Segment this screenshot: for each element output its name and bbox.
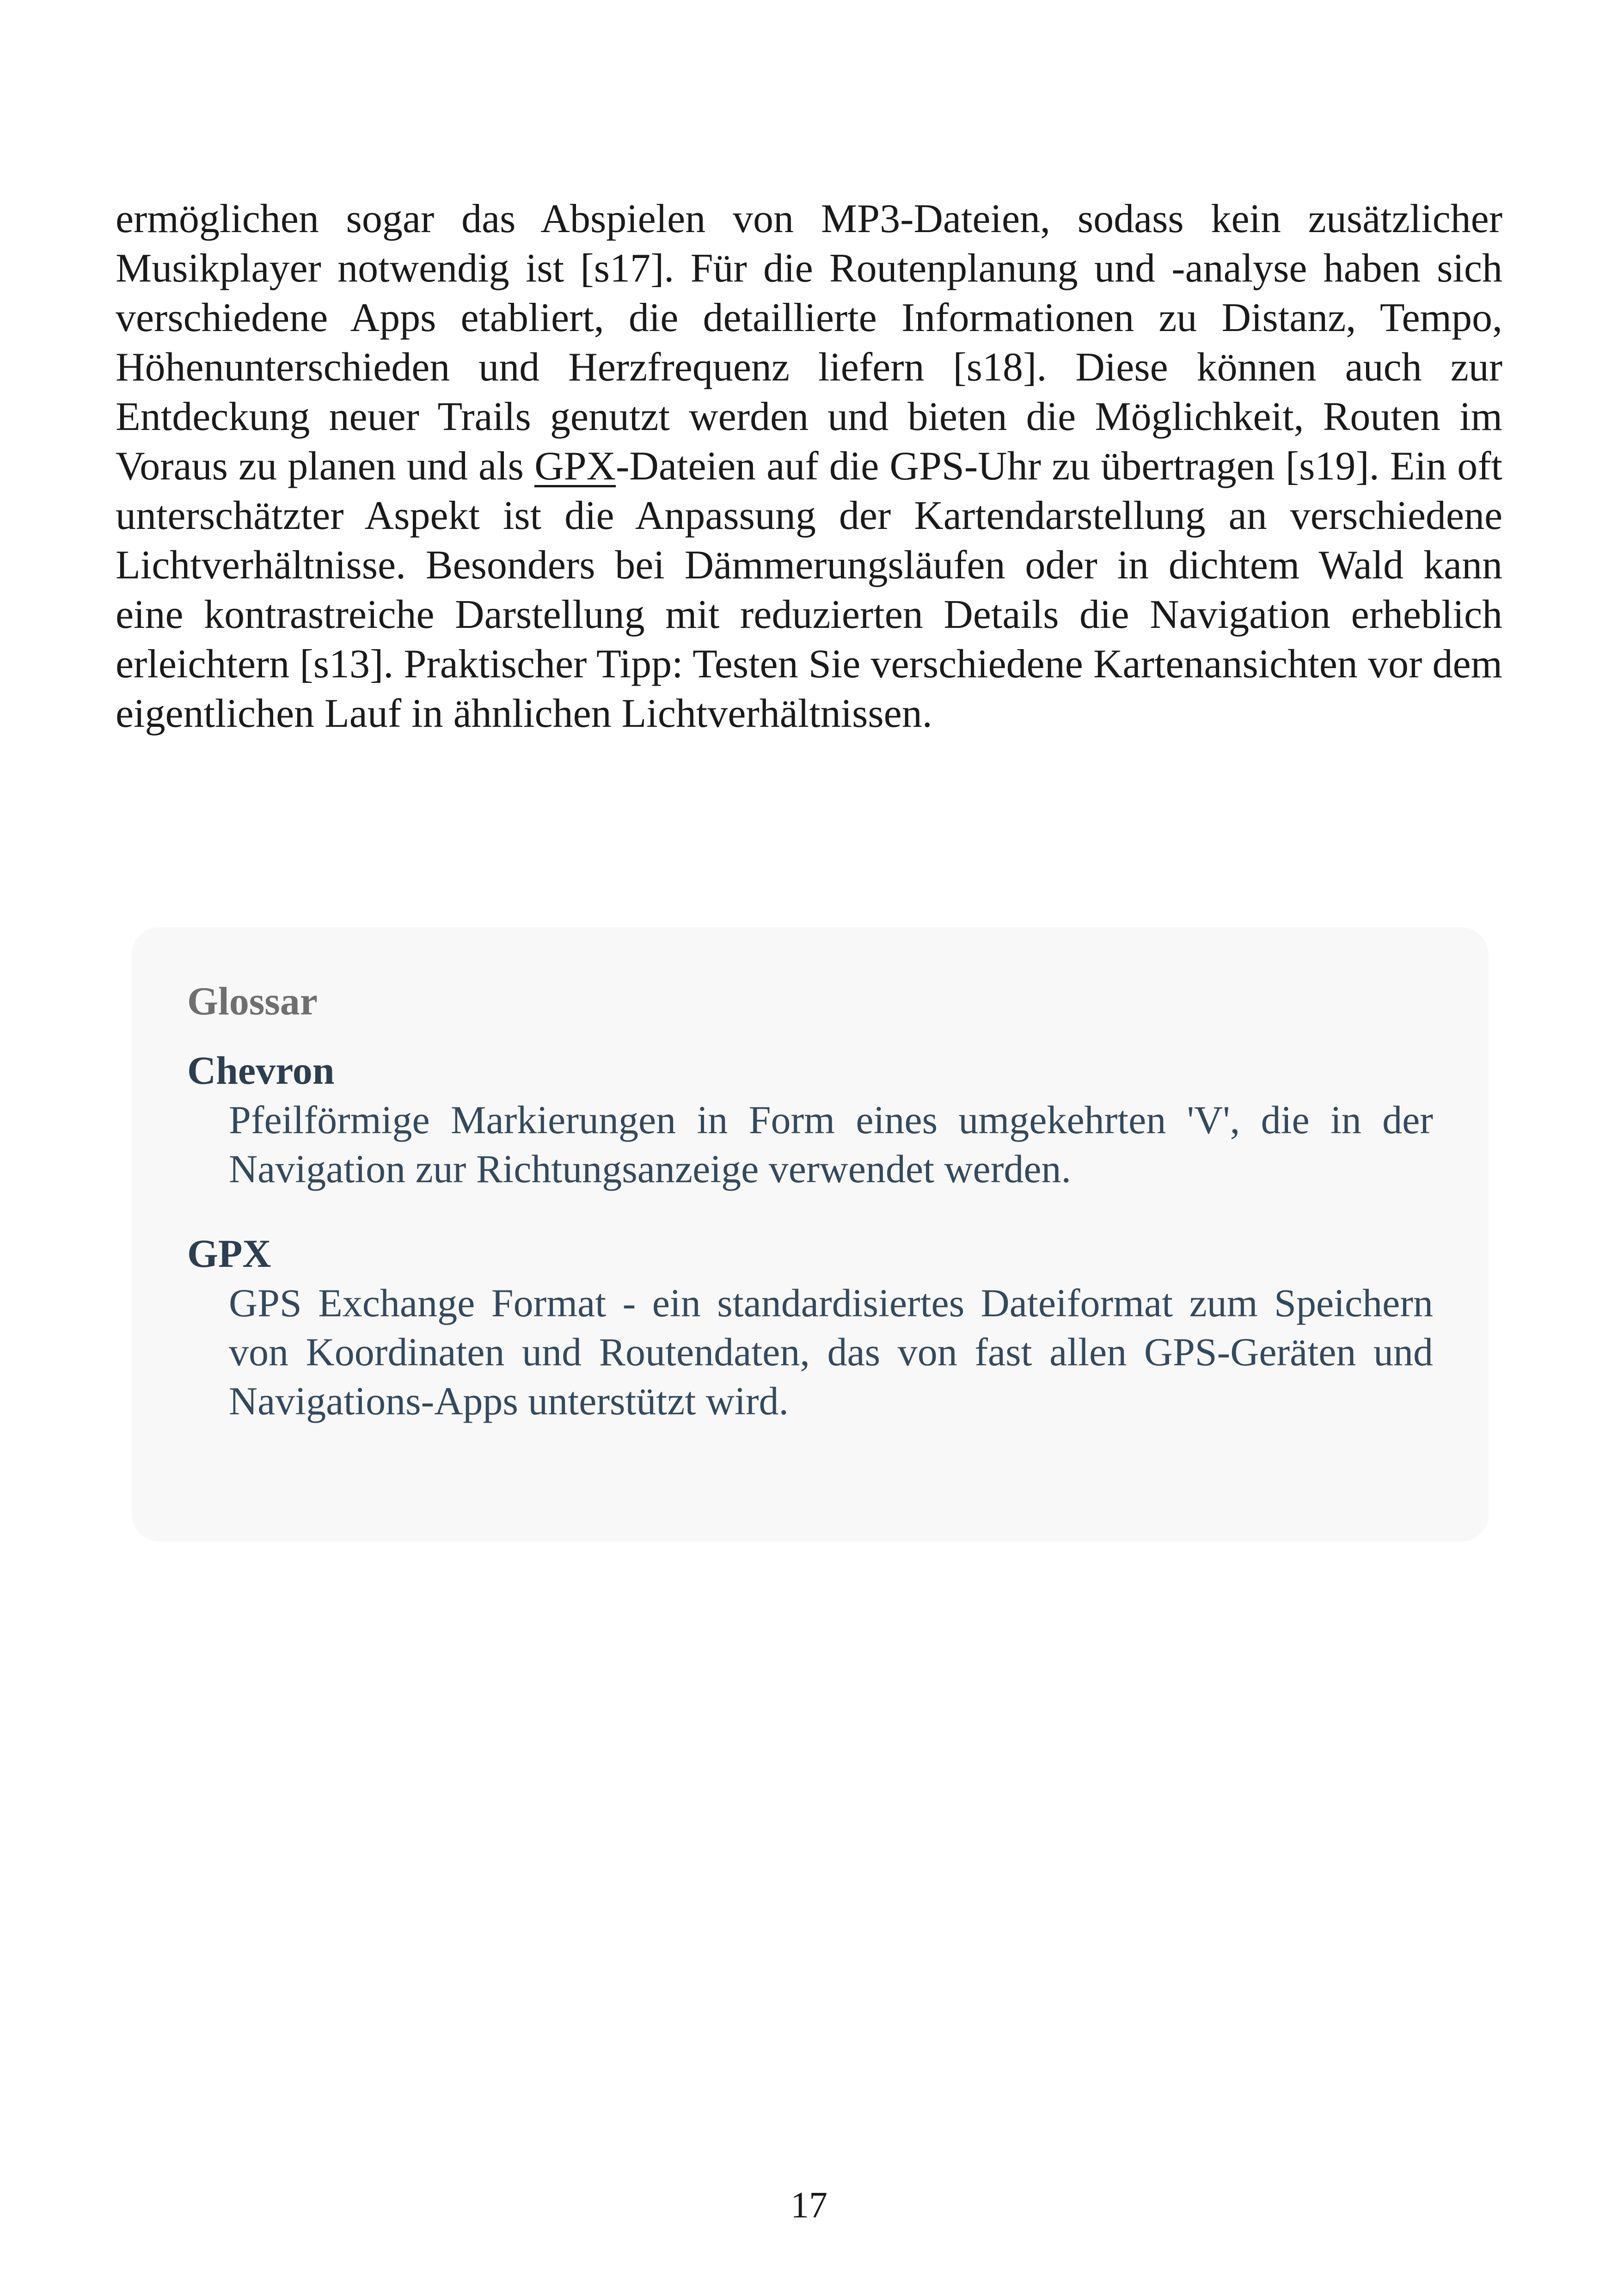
glossary-term: Chevron — [187, 1048, 335, 1093]
page-number: 17 — [791, 2185, 827, 2226]
glossary-definition: GPS Exchange Format - ein standardisiertes Dateiformat zum Speichern von Koordinaten und Routendaten, das von fast allen GPS-Geräten und Navigations-Apps unterstützt wird. — [229, 1281, 1433, 1423]
glossary-definition: Pfeilförmige Markierungen in Form eines umgekehrten 'V', die in der Navigation zur Richtungsanzeige verwendet werden. — [229, 1098, 1433, 1191]
glossary-term: GPX — [187, 1231, 271, 1276]
body-paragraph — [116, 194, 1502, 738]
body-text-before-link: ermöglichen sogar das Abspielen von MP3-Dateien, sodass kein zusätzlicher Musikplayer notwendig ist [s17]. Für die Routenplanung und -analyse haben sich verschiedene Apps etabliert, die detaillierte Informationen zu Distanz, Tempo, Höhenunterschieden und Herzfrequenz liefern [s18]. Diese können auch zur Entdeckung neuer Trails genutzt werden und bieten die Möglichkeit, Routen im Voraus zu planen und als — [116, 196, 1502, 489]
body-text-after-link: -Dateien auf die GPS-Uhr zu übertragen [s19]. Ein oft unterschätzter Aspekt ist die Anpassung der Kartendarstellung an verschiedene Lichtverhältnisse. Besonders bei Dämmerungsläufen oder in dichtem Wald kann eine kontrastreiche Darstellung mit reduzierten Details die Navigation erheblich erleichtern [s13]. Praktischer Tipp: Testen Sie verschiedene Kartenansichten vor dem eigentlichen Lauf in ähnlichen Lichtverhältnissen. — [116, 444, 1502, 736]
glossary-box — [132, 927, 1489, 1542]
glossary-entry-chevron — [187, 1047, 1433, 1193]
glossary-title: Glossar — [187, 979, 318, 1023]
glossary-entry-gpx — [187, 1230, 1433, 1425]
gpx-glossary-link[interactable]: GPX — [534, 444, 616, 489]
